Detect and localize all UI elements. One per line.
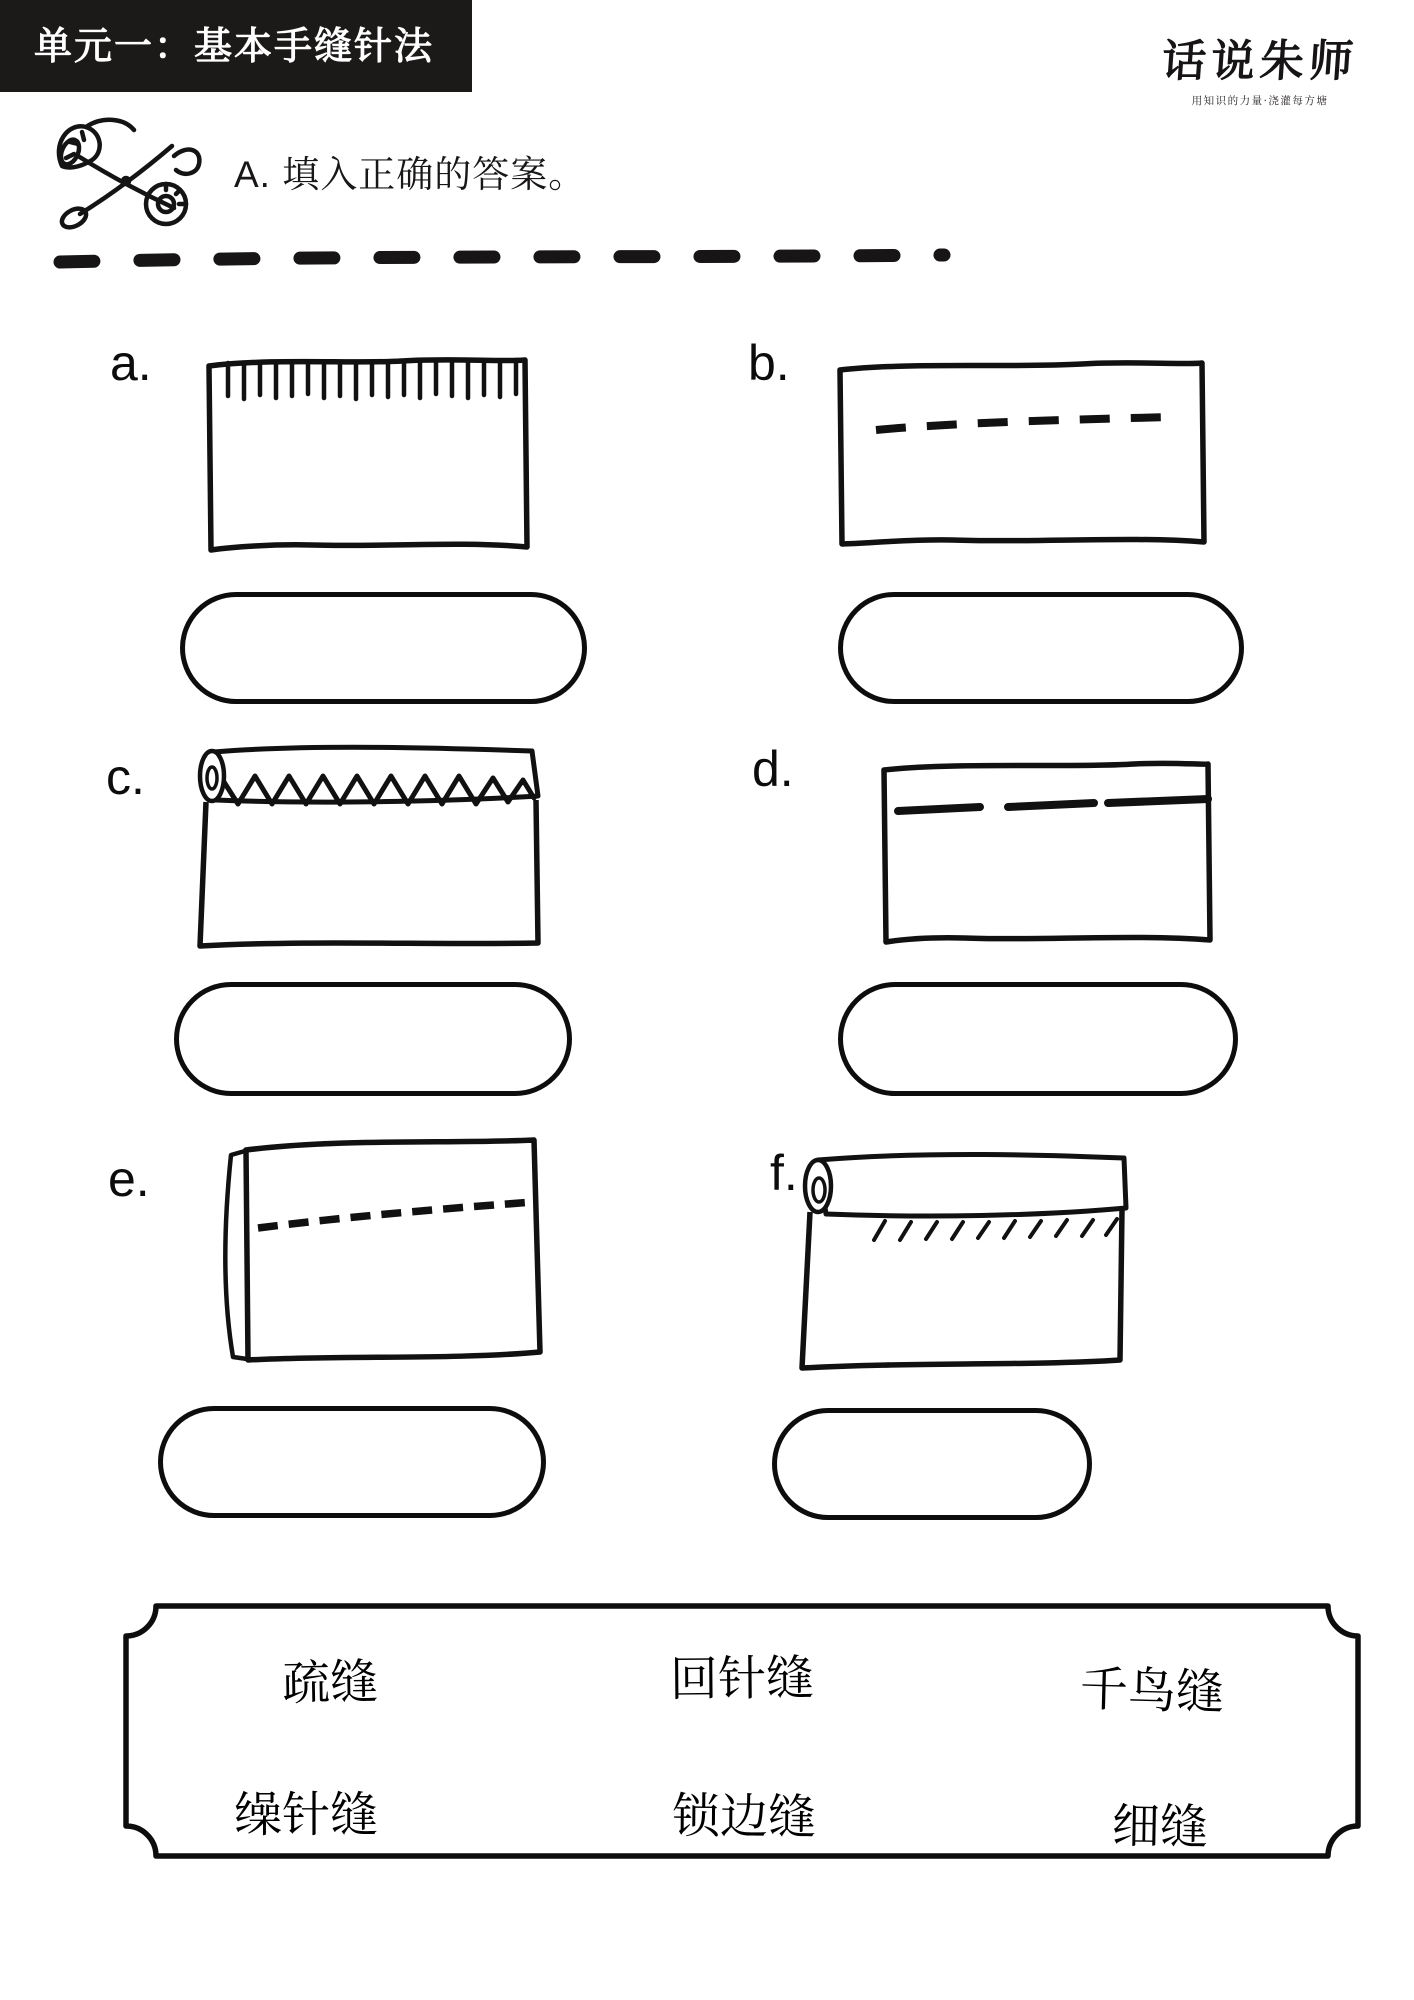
word-bank-term-1: 疏缝 (281, 1656, 379, 1711)
word-bank-term-3: 千鸟缝 (1079, 1663, 1225, 1720)
item-label-a: a. (110, 335, 152, 391)
fabric-illustration-f-slip-stitch (788, 1148, 1132, 1376)
item-label-e: e. (108, 1151, 150, 1207)
word-bank-term-6: 细缝 (1111, 1800, 1209, 1855)
fabric-illustration-d-basting-stitch (874, 758, 1216, 952)
answer-blank-e[interactable] (158, 1406, 546, 1518)
brand-logo-tagline: 用知识的力量·浇灌每方塘 (1191, 94, 1329, 107)
answer-blank-b[interactable] (838, 592, 1244, 704)
fabric-illustration-c-herringbone-stitch (190, 742, 546, 956)
answer-blank-d[interactable] (838, 982, 1238, 1096)
word-bank-term-4: 缲针缝 (233, 1789, 379, 1842)
brand-logo-title: 话说朱师 (1160, 36, 1360, 87)
fabric-illustration-a-overcast-stitch (202, 354, 532, 558)
word-bank-term-5: 锁边缝 (671, 1790, 817, 1845)
fabric-illustration-e-running-stitch-folded (212, 1130, 546, 1368)
unit-title: 单元一：基本手缝针法 (34, 26, 435, 68)
item-label-d: d. (752, 741, 794, 797)
section-instruction: A. 填入正确的答案。 (234, 154, 587, 195)
answer-blank-a[interactable] (180, 592, 587, 704)
answer-blank-c[interactable] (174, 982, 572, 1096)
word-bank-term-2: 回针缝 (669, 1652, 815, 1707)
fabric-illustration-b-running-stitch (832, 356, 1210, 554)
item-label-b: b. (748, 335, 790, 391)
answer-blank-f[interactable] (772, 1408, 1092, 1520)
item-label-c: c. (106, 749, 145, 805)
sewing-tools-icon (50, 114, 206, 232)
unit-title-bar (0, 0, 472, 92)
item-label-f: f. (770, 1145, 798, 1201)
brand-logo (1148, 36, 1372, 108)
dashed-divider (50, 246, 954, 274)
